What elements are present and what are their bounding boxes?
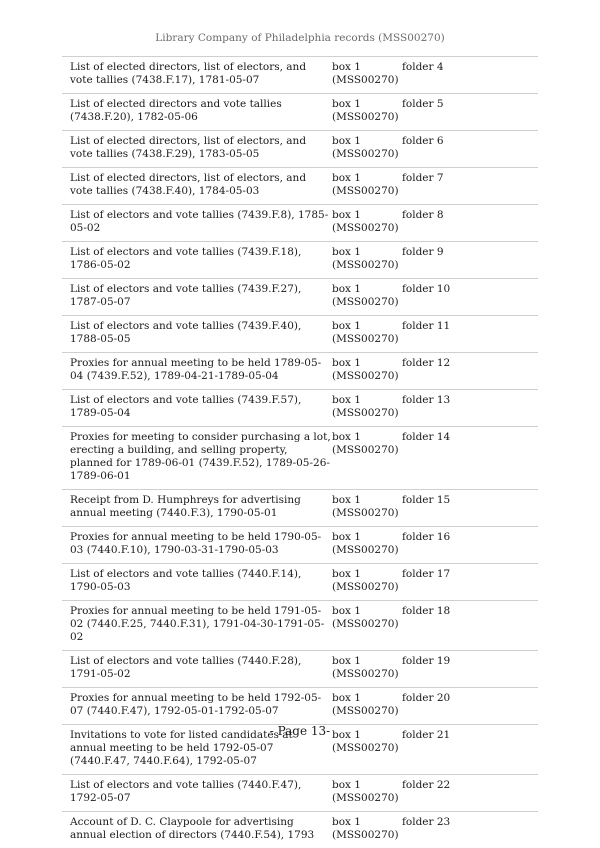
collection-id: (MSS00270): [332, 618, 402, 631]
folder-number: folder 21: [402, 725, 538, 775]
collection-id: (MSS00270): [332, 222, 402, 235]
item-description: Receipt from D. Humphreys for advertising annual meeting (7440.F.3), 1790-05-01: [62, 490, 332, 527]
table-row: [62, 168, 538, 205]
collection-id: (MSS00270): [332, 829, 402, 842]
item-description: List of elected directors, list of electors, and vote tallies (7438.F.17), 1781-05-07: [62, 57, 332, 94]
table-row: [62, 812, 538, 848]
table-row: [62, 316, 538, 353]
collection-id: (MSS00270): [332, 296, 402, 309]
item-description: Proxies for annual meeting to be held 1791-05-02 (7440.F.25, 7440.F.31), 1791-04-30-1791-05-02: [62, 601, 332, 651]
collection-id: (MSS00270): [332, 581, 402, 594]
box-number: box 1: [332, 779, 402, 792]
box-cell: [332, 390, 402, 427]
collection-id: (MSS00270): [332, 705, 402, 718]
box-number: box 1: [332, 320, 402, 333]
box-cell: [332, 242, 402, 279]
box-number: box 1: [332, 531, 402, 544]
folder-number: folder 8: [402, 205, 538, 242]
collection-id: (MSS00270): [332, 792, 402, 805]
collection-id: (MSS00270): [332, 742, 402, 755]
box-number: box 1: [332, 283, 402, 296]
box-number: box 1: [332, 357, 402, 370]
folder-number: folder 23: [402, 812, 538, 848]
table-row: [62, 688, 538, 725]
box-cell: [332, 688, 402, 725]
collection-id: (MSS00270): [332, 333, 402, 346]
collection-id: (MSS00270): [332, 444, 402, 457]
folder-number: folder 4: [402, 57, 538, 94]
item-description: List of elected directors, list of electors, and vote tallies (7438.F.40), 1784-05-03: [62, 168, 332, 205]
box-number: box 1: [332, 692, 402, 705]
item-description: Proxies for annual meeting to be held 1790-05-03 (7440.F.10), 1790-03-31-1790-05-03: [62, 527, 332, 564]
item-description: List of electors and vote tallies (7440.F.47), 1792-05-07: [62, 775, 332, 812]
collection-id: (MSS00270): [332, 507, 402, 520]
table-row: [62, 390, 538, 427]
folder-number: folder 22: [402, 775, 538, 812]
table-row: [62, 94, 538, 131]
box-cell: [332, 427, 402, 490]
box-cell: [332, 316, 402, 353]
box-cell: [332, 168, 402, 205]
folder-number: folder 5: [402, 94, 538, 131]
table-row: [62, 775, 538, 812]
item-description: List of electors and vote tallies (7440.F.28), 1791-05-02: [62, 651, 332, 688]
box-cell: [332, 775, 402, 812]
box-number: box 1: [332, 605, 402, 618]
folder-number: folder 7: [402, 168, 538, 205]
box-number: box 1: [332, 568, 402, 581]
box-cell: [332, 94, 402, 131]
table-row: [62, 131, 538, 168]
item-description: Invitations to vote for listed candidates at annual meeting to be held 1792-05-07 (7440.F.47, 7440.F.64), 1792-05-07: [62, 725, 332, 775]
folder-number: folder 12: [402, 353, 538, 390]
box-cell: [332, 651, 402, 688]
folder-number: folder 6: [402, 131, 538, 168]
box-number: box 1: [332, 209, 402, 222]
collection-id: (MSS00270): [332, 370, 402, 383]
table-row: [62, 242, 538, 279]
collection-id: (MSS00270): [332, 111, 402, 124]
folder-number: folder 20: [402, 688, 538, 725]
page-number: - Page 13-: [0, 724, 600, 738]
folder-number: folder 17: [402, 564, 538, 601]
box-number: box 1: [332, 135, 402, 148]
box-number: box 1: [332, 655, 402, 668]
box-number: box 1: [332, 494, 402, 507]
collection-id: (MSS00270): [332, 544, 402, 557]
item-description: Proxies for annual meeting to be held 1789-05-04 (7439.F.52), 1789-04-21-1789-05-04: [62, 353, 332, 390]
box-cell: [332, 279, 402, 316]
table-row: [62, 353, 538, 390]
box-number: box 1: [332, 394, 402, 407]
table-row: [62, 564, 538, 601]
table-row: [62, 57, 538, 94]
box-number: box 1: [332, 61, 402, 74]
folder-number: folder 13: [402, 390, 538, 427]
item-description: List of elected directors, list of electors, and vote tallies (7438.F.29), 1783-05-05: [62, 131, 332, 168]
item-description: Proxies for meeting to consider purchasing a lot, erecting a building, and selling property, planned for 1789-06-01 (7439.F.52), 1789-05-26-1789-06-01: [62, 427, 332, 490]
collection-id: (MSS00270): [332, 148, 402, 161]
table-row: [62, 490, 538, 527]
table-row: [62, 527, 538, 564]
box-number: box 1: [332, 431, 402, 444]
box-cell: [332, 601, 402, 651]
box-number: box 1: [332, 172, 402, 185]
item-description: Account of D. C. Claypoole for advertising annual election of directors (7440.F.54), 1793: [62, 812, 332, 848]
box-cell: [332, 57, 402, 94]
table-row: [62, 205, 538, 242]
item-description: List of electors and vote tallies (7439.F.8), 1785-05-02: [62, 205, 332, 242]
box-cell: [332, 527, 402, 564]
table-row: [62, 651, 538, 688]
item-description: List of electors and vote tallies (7439.F.40), 1788-05-05: [62, 316, 332, 353]
item-description: List of electors and vote tallies (7439.F.57), 1789-05-04: [62, 390, 332, 427]
item-description: List of electors and vote tallies (7439.F.27), 1787-05-07: [62, 279, 332, 316]
folder-number: folder 15: [402, 490, 538, 527]
collection-id: (MSS00270): [332, 74, 402, 87]
box-cell: [332, 131, 402, 168]
folder-number: folder 16: [402, 527, 538, 564]
box-cell: [332, 812, 402, 848]
box-cell: [332, 564, 402, 601]
box-cell: [332, 353, 402, 390]
collection-id: (MSS00270): [332, 407, 402, 420]
folder-number: folder 9: [402, 242, 538, 279]
box-number: box 1: [332, 816, 402, 829]
page-header: Library Company of Philadelphia records (MSS00270): [0, 32, 600, 44]
box-cell: [332, 205, 402, 242]
item-description: List of electors and vote tallies (7439.F.18), 1786-05-02: [62, 242, 332, 279]
collection-id: (MSS00270): [332, 185, 402, 198]
item-description: Proxies for annual meeting to be held 1792-05-07 (7440.F.47), 1792-05-01-1792-05-07: [62, 688, 332, 725]
collection-id: (MSS00270): [332, 259, 402, 272]
item-description: List of elected directors and vote tallies (7438.F.20), 1782-05-06: [62, 94, 332, 131]
box-number: box 1: [332, 98, 402, 111]
folder-number: folder 19: [402, 651, 538, 688]
folder-number: folder 10: [402, 279, 538, 316]
box-number: box 1: [332, 246, 402, 259]
folder-number: folder 18: [402, 601, 538, 651]
folder-number: folder 11: [402, 316, 538, 353]
collection-id: (MSS00270): [332, 668, 402, 681]
table-row: [62, 601, 538, 651]
item-description: List of electors and vote tallies (7440.F.14), 1790-05-03: [62, 564, 332, 601]
table-row: [62, 279, 538, 316]
folder-number: folder 14: [402, 427, 538, 490]
table-row: [62, 427, 538, 490]
box-number: box 1: [332, 729, 402, 742]
box-cell: [332, 490, 402, 527]
